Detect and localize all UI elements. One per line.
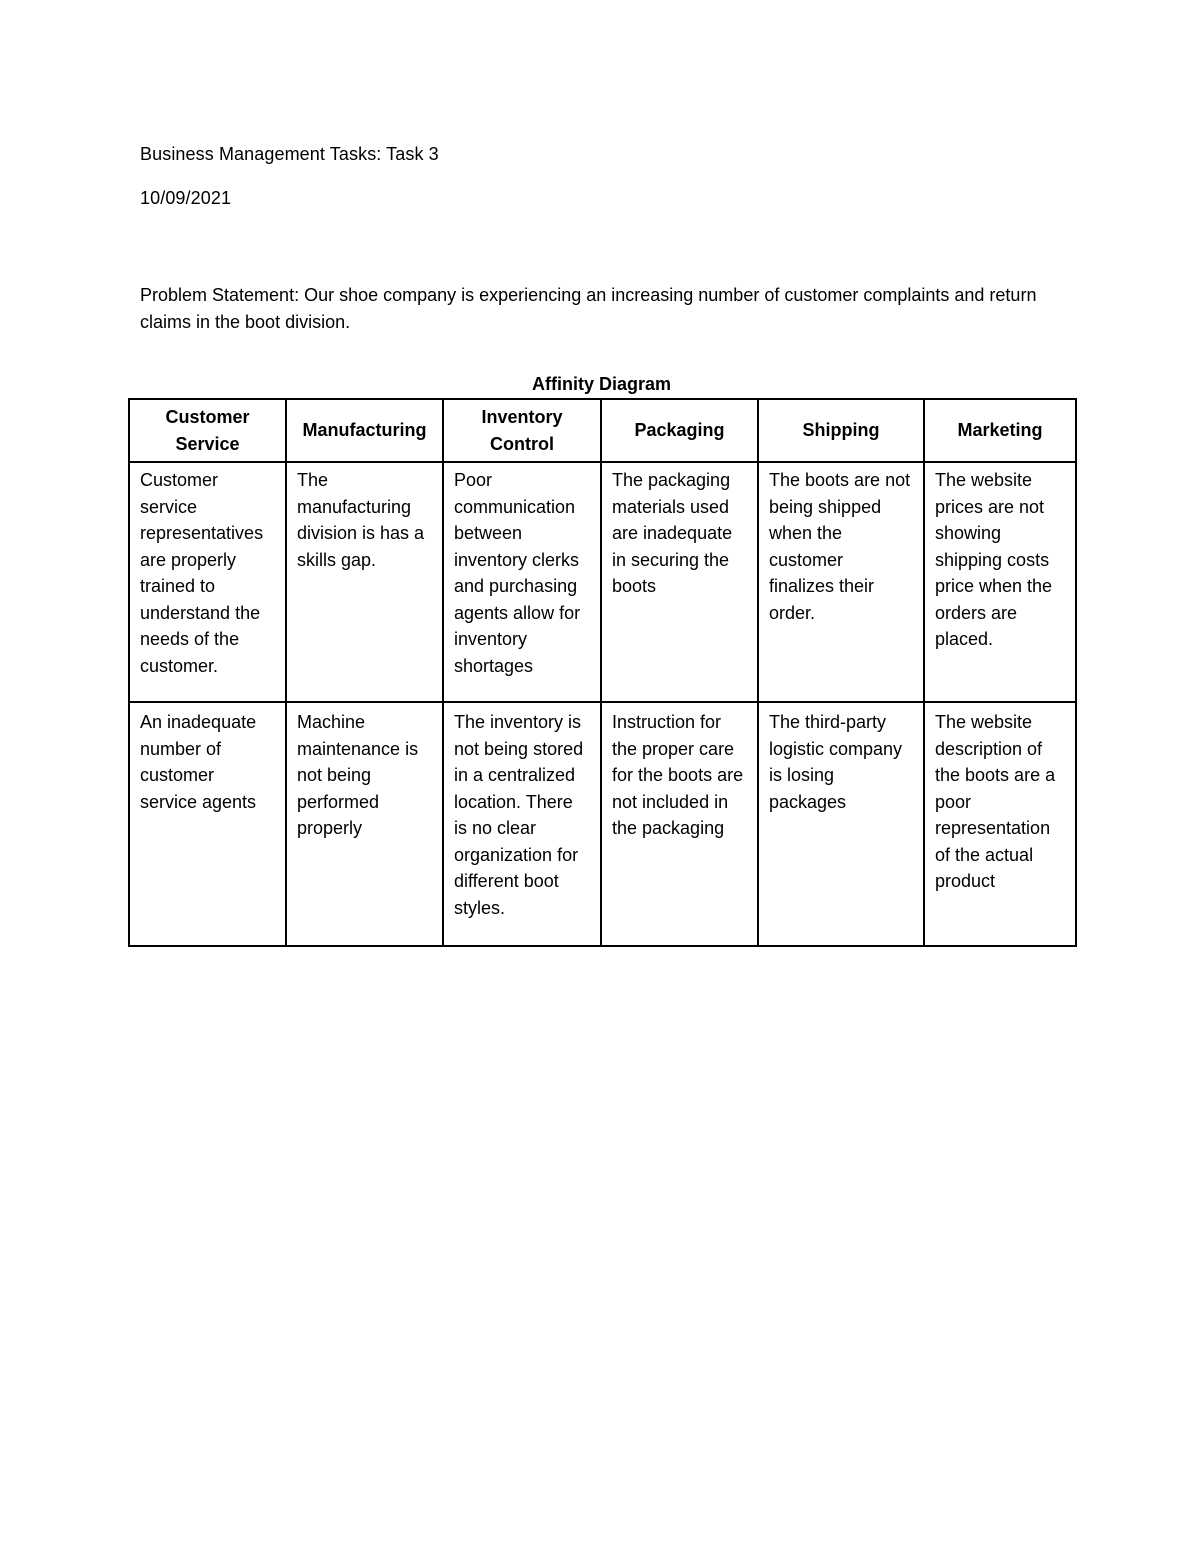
table-cell: The third-party logistic company is losing packages (758, 702, 924, 946)
table-header-row (129, 399, 1076, 462)
table-cell: The website prices are not showing shipping costs price when the orders are placed. (924, 462, 1076, 702)
header-customer-service: Customer Service (129, 399, 286, 462)
table-cell: The boots are not being shipped when the customer finalizes their order. (758, 462, 924, 702)
header-shipping: Shipping (758, 399, 924, 462)
table-cell: The packaging materials used are inadequate in securing the boots (601, 462, 758, 702)
problem-statement: Problem Statement: Our shoe company is experiencing an increasing number of customer complaints and return claims in the boot division. (140, 285, 1037, 332)
table-cell: Customer service representatives are properly trained to understand the needs of the customer. (129, 462, 286, 702)
document-title: Business Management Tasks: Task 3 (140, 144, 439, 164)
header-manufacturing: Manufacturing (286, 399, 443, 462)
header-packaging: Packaging (601, 399, 758, 462)
table-cell: Instruction for the proper care for the boots are not included in the packaging (601, 702, 758, 946)
table-cell: The website description of the boots are a poor representation of the actual product (924, 702, 1076, 946)
table-cell: The manufacturing division is has a skills gap. (286, 462, 443, 702)
table-cell: Machine maintenance is not being performed properly (286, 702, 443, 946)
table-row (129, 702, 1076, 946)
table-cell: An inadequate number of customer service agents (129, 702, 286, 946)
table-row (129, 462, 1076, 702)
table-cell: The inventory is not being stored in a centralized location. There is no clear organization for different boot styles. (443, 702, 601, 946)
header-marketing: Marketing (924, 399, 1076, 462)
affinity-diagram-table (128, 398, 1077, 947)
header-inventory-control: Inventory Control (443, 399, 601, 462)
document-date: 10/09/2021 (140, 188, 232, 208)
diagram-title: Affinity Diagram (531, 374, 672, 394)
table-cell: Poor communication between inventory clerks and purchasing agents allow for inventory shortages (443, 462, 601, 702)
